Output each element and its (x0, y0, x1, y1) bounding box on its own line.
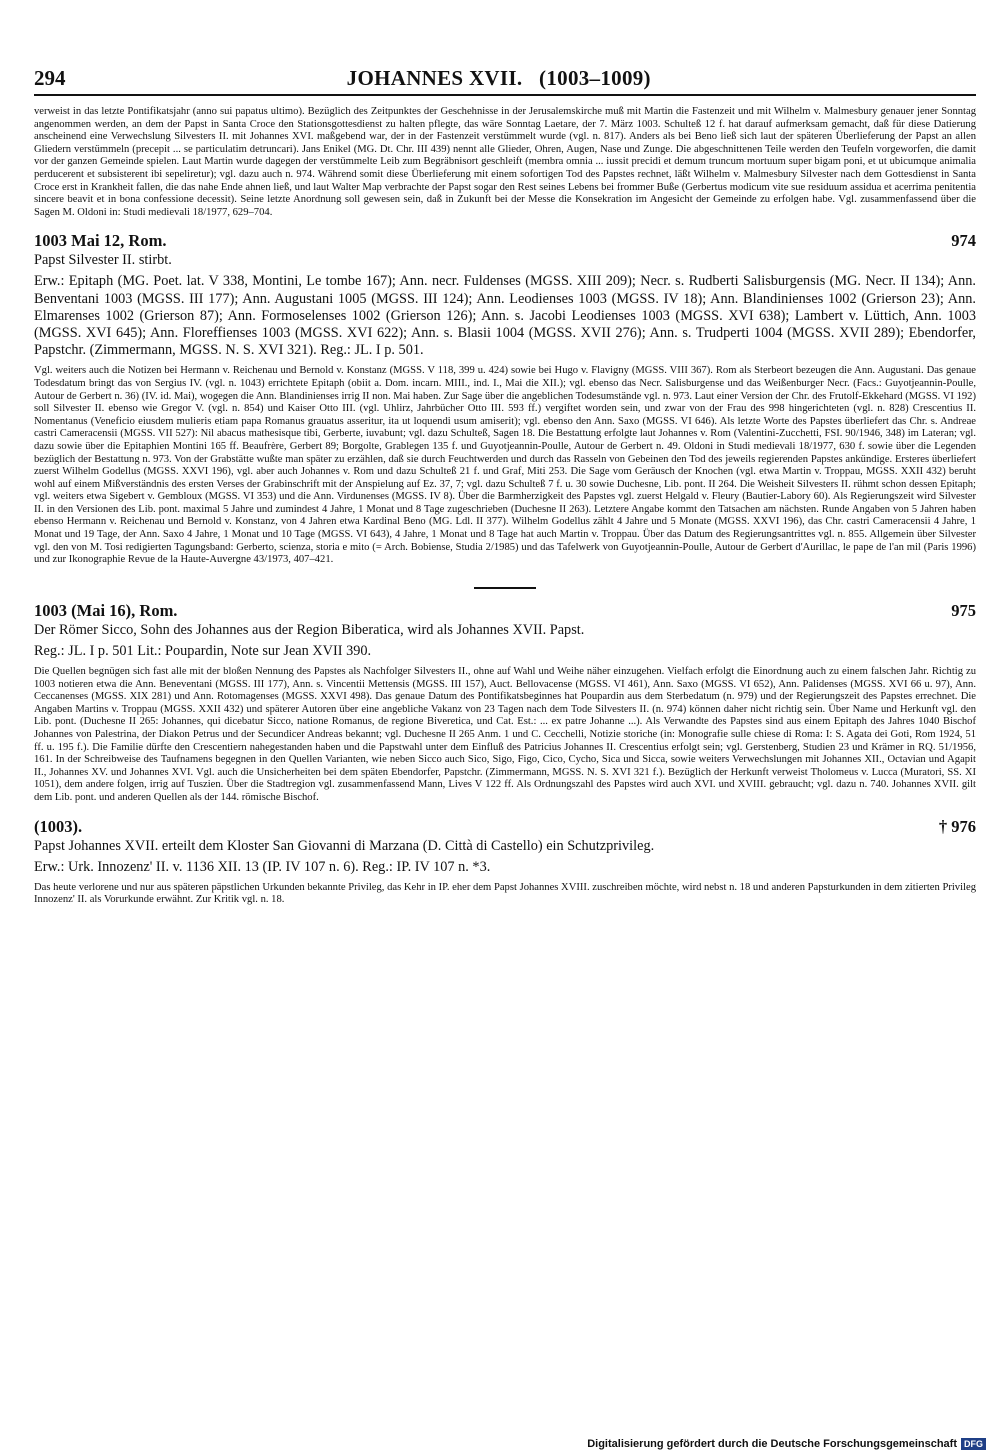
entry-commentary: Die Quellen begnügen sich fast alle mit der bloßen Nennung des Papstes als Nachfolger Silvesters II., ohne auf Wahl und Weihe näher einzugehen. Vielfach erfolgt die Einordnung auch zu einem falschen Jahr. Richtig zu 1003 notieren etwa die Ann. Beneventani (MGSS. III 177), Ann. s. Vincentii Mettensis (MGSS. III 157), Auct. Bellovacense (MGSS. VI 461), Ann. Saxo (MGSS. VI 652), Ann. Palidenses (MGSS. XVI 66 u. 97), Ann. Ceccanenses (MGSS. XIX 281) und Ann. Rotomagenses (MGSS. XXVI 498). Das genaue Datum des Pontifikatsbeginnes hat Poupardin aus dem Sterbedatum (n. 979) und der Regierungszeit des Papstes errechnet. Die Angaben Martins v. Troppau (MGSS. XXII 432) und späterer Autoren über eine angebliche Vakanz von 23 Tagen nach dem Tode Silvesters II. (n. 974) können daher nicht richtig sein. Über Name und Herkunft vgl. den Lib. pont. (Duchesne II 265: Johannes, qui dicebatur Sicco, natione Romanus, de regione Biveretica, und Cat. Est.: ... ex patre Johanne ...). Als Verwandte des Papstes sind aus einem Epitaph des Jahres 1040 Bischof Johannes von Palestrina, der Diakon Petrus und der Secundicer Andreas bekannt; vgl. Duchesne II 265 Anm. 1 und C. Cecchelli, Notizie storiche (in: Monografie sulle chiese di Roma: I: S. Agata dei Goti, Rom 1924, 51 ff. u. 195 f.). Die Familie dürfte den Crescentiern nahegestanden haben und die Papstwahl unter dem Einfluß des Patricius Johannes II. Crescentius erfolgt sein; vgl. Gerstenberg, Studien 23 und Krämer in RQ. 51/1956, 161. In der Schreibweise des Taufnamens begegnen in den Quellen Varianten, wie neben Sicco auch Sico, Sigo, Figo, Cico, Cycho, Sica und Sicca, sowie weiters Verwechslungen mit Johannes XII., Octavian und Agapit II., Johannes XV. und Johannes XVI. Vgl. auch die Unsicherheiten bei dem späten Ebendorfer, Papstchr. (Zimmermann, MGSS. N. S. XVI 321 f.). Bezüglich der Herkunft verweist Tholomeus v. Lucca (Muratori, SS. XI 1051), dem andere folgen, irrig auf Tuszien. Über die Stadtregion vgl. zusammenfassend Mann, Lives V 122 ff. Als Ordnungszahl des Papstes wird auch XVI. und XVIII. gebraucht; vgl. dazu n. 740. Johannes XVII. gilt dem Lib. pont. und anderen Quellen als der 144. römische Bischof. (34, 666, 976, 803)
header-rule (34, 94, 976, 96)
entry-number: † 976 (938, 816, 976, 836)
entry-heading (34, 231, 976, 251)
entry-number: 974 (951, 231, 976, 251)
entry-sources: Erw.: Epitaph (MG. Poet. lat. V 338, Montini, Le tombe 167); Ann. necr. Fuldenses (MGSS. XIII 209); Necr. s. Rudberti Salisburgensis (MG. Necr. II 134); Ann. Benventani 1003 (MGSS. III 177); Ann. Augustani 1005 (MGSS. III 124); Ann. Leodienses 1003 (MGSS. IV 18); Ann. Blandinienses 1002 (Grierson 23); Ann. Elmarenses 1002 (Grierson 87); Ann. Formoselenses 1002 (Grierson 126); Ann. s. Jacobi Leodienses 1003 (MGSS. XVI 638); Lambert v. Lüttich, Ann. 1003 (MGSS. XVI 645); Ann. Floreffienses 1003 (MGSS. XVI 622); Ann. s. Blasii 1004 (MGSS. XVII 276); Ann. s. Trudperti 1004 (MGSS. XVII 289); Ebendorfer, Papstchr. (Zimmermann, MGSS. N. S. XVI 321). Reg.: JL. I p. 501. (34, 273, 976, 359)
dfg-logo: DFG (961, 1438, 986, 1450)
page-title-years: (1003–1009) (539, 66, 651, 90)
entry-description: Papst Silvester II. stirbt. (34, 252, 172, 269)
entry-description: Papst Johannes XVII. erteilt dem Kloster San Giovanni di Marzana (D. Città di Castello) ein Schutzprivileg. (34, 837, 655, 854)
page-header (34, 66, 976, 94)
entry-heading (34, 817, 976, 837)
entry-date-place: 1003 Mai 12, Rom. (34, 231, 167, 251)
intro-paragraph: verweist in das letzte Pontifikatsjahr (anno sui papatus ultimo). Bezüglich des Zeitpunktes der Geschehnisse in der Jerusalemskirche muß mit Martin die Fastenzeit und mit Wilhelm v. Malmesbury genauer jener Sonntag angenommen werden, an dem der Papst in Santa Croce den Stationsgottesdienst zu halten pflegte, das wäre Sonntag Laetare, der 7. März 1003. Schulteß 12 f. hat darauf aufmerksam gemacht, daß für diese Datierung anscheinend eine Verwechslung Silvesters II. mit Johannes XVI. maßgebend war, der in der Fastenzeit verstümmelt wurde (vgl. n. 817). Anders als bei Beno ließ sich laut der späteren Überlieferung der Papst an allen Gliedern verstümmeln (precepit ... se particulatim detruncari). Jans Enikel (MG. Dt. Chr. III 439) nennt alle Glieder, Ohren, Augen, Nase und Zunge. Die abgeschnittenen Teile werden den Teufeln vorgeworfen, die damit vor der ganzen Gemeinde spielen. Laut Martin wurde dagegen der verstümmelte Leib zum Begräbnisort geschleift (membra omnia ... iussit precidi et demum truncum mortuum super bigam poni, et ut ubicumque animalia perducerent et subsisterent ibi sepeliretur); vgl. dazu auch n. 974. Während somit diese Überlieferung mit einem sofortigen Tod des Papstes rechnet, läßt Wilhelm v. Malmesbury Silvester nach dem Gottesdienst in Santa Croce erst in Krankheit fallen, die das nahe Ende ahnen ließ, und laut Walter Map verbrachte der Papst sogar den Rest seines Lebens bei frommer Buße (Gerbertus modicum vite sue residuum assidua et acerrima penitentia sincere beavit et in bona confessione decessit). Seine letzte Anordnung soll gewesen sein, daß in Zukunft bei der Messe die Konsekration im Angesicht der Gemeinde zu erfolgen habe. Vgl. zusammenfassend über die Sagen M. Oldoni in: Studi medievali 18/1977, 629–704. (34, 106, 976, 218)
section-divider (474, 587, 536, 589)
page-title-name: JOHANNES XVII. (346, 66, 523, 90)
entry-number: 975 (951, 600, 976, 620)
entry-date-place: 1003 (Mai 16), Rom. (34, 600, 178, 620)
entry-sources: Reg.: JL. I p. 501 Lit.: Poupardin, Note sur Jean XVII 390. (34, 642, 372, 659)
footer-text: Digitalisierung gefördert durch die Deutsche Forschungsgemeinschaft (587, 1438, 957, 1450)
entry-heading (34, 601, 976, 621)
entry-commentary: Vgl. weiters auch die Notizen bei Hermann v. Reichenau und Bernold v. Konstanz (MGSS. V 118, 399 u. 424) sowie bei Hugo v. Flavigny (MGSS. VIII 367). Rom als Sterbeort bezeugen die Ann. Augustani. Das genaue Todesdatum bringt das von Sergius IV. (vgl. n. 1043) errichtete Epitaph (obiit a. Dom. incarn. MIII., ind. I., Mai die XII.); vgl. ebenso das Necr. Salisburgense und das Weißenburger Necr. (Facs.: Guyotjeannin-Poulle, Autour de Gerbert n. 36) (IV. id. Mai), wogegen die Ann. Blandinienses irrig II non. Mai haben. Zur Sage über die angeblichen Todesumstände vgl. n. 973. Laut einer Version der Chr. des Frutolf-Ekkehard (MGSS. VI 192) soll Silvester II. ebenso wie Gregor V. (vgl. n. 854) und Kaiser Otto III. (vgl. Uhlirz, Jahrbücher Otto III. 593 ff.) vergiftet worden sein, und zwar von der Frau des 998 hingerichteten (vgl. n. 828) Crescentius II. Nomentanus (Veneficio eiusdem mulieris etiam papa Romanus grauatus asseritur, ita ut loquendi usum amiserit); vgl. ebenso den Ann. Saxo (MGSS. VI 646). Als letzte Worte des Papstes überliefert das Chr. s. Andreae castri Cameracensii (MGSS. VII 527): Nil abacus mathesisque tibi, Gerberte, iuvabunt; vgl. dazu Schulteß, Sagen 18. Die Bestattung erfolgte laut Johannes v. Rom (Valentini-Zucchetti, FSI. 90/1946, 348) im Lateran; vgl. dazu sowie über die Epitaphien Montini 165 ff. Beaufrère, Gerbert 89; Borgolte, Grablegen 135 f. und Guyotjeannin-Poulle, Autour de Gerbert n. 49. Oldoni in Studi medievali 18/1977, 630 f. sowie über die Legenden bezüglich der Bestattung n. 973. Von der Grabstätte wußte man später zu erzählen, daß sie durch Feuchtwerden und durch das Rasseln von Gebeinen den Tod des jeweils regierenden Papstes ankündige. Ersteres überliefert zuerst Wilhelm Godellus (MGSS. XXVI 196), vgl. aber auch Johannes v. Rom und dazu Schulteß 21 f. und Graf, Miti 253. Die Sage vom Geräusch der Knochen (vgl. etwa Martin v. Troppau, MGSS. XXII 432) beruht wohl auf einem Mißverständnis des ersten Verses der Grabinschrift mit der Anspielung auf Ez. 37, 7; vgl. dazu Schulteß 7 f. u. 30 sowie Duchesne, Lib. pont. II 264. Die Weisheit Silvesters II. rühmt schon dessen Epitaph; vgl. weiters etwa Sigebert v. Gembloux (MGSS. VI 353) und die Ann. Virdunenses (MGSS. IV 8). Über die Barmherzigkeit des Papstes vgl. zuerst Helgald v. Fleury (Bautier-Labory 60). Als Regierungszeit wird Silvester II. in den Versionen des Lib. pont. maximal 5 Jahre und zumindest 4 Jahre, 1 Monat und 8 Tage zugeschrieben (Duchesne II 263). Letztere Angabe kommt den Tatsachen am nächsten. Runde Angaben von 5 Jahren haben ebenso Hermann v. Reichenau und Bernold v. Konstanz, von 4 Jahren etwa Kardinal Beno (MG. Ldl. II 377). Wilhelm Godellus zählt 4 Jahre und 5 Monate (MGSS. XXVI 196), das Chr. castri Cameracensii 4 Jahre, 1 Monat und 19 Tage, der Ann. Saxo 4 Jahre, 1 Monat und 10 Tage (MGSS. VI 643), 4 Jahre, 1 Monat und 8 Tage hat auch Martin v. Troppau. Über das Datum des Regierungsantrittes vgl. n. 855. Allgemein über Silvester vgl. den von M. Tosi redigierten Tagungsband: Gerberto, scienza, storia e mito (= Arch. Bobiense, Studia 2/1985) und das Tafelwerk von Guyotjeannin-Poulle, Autour de Gerbert d'Aurillac, le pape de l'an mil (Paris 1996) und zur Ikonographie Revue de la Haute-Auvergne 43/1973, 407–421. (34, 365, 976, 566)
page (34, 66, 976, 907)
digitization-footer (587, 1438, 986, 1450)
entry-sources: Erw.: Urk. Innozenz' II. v. 1136 XII. 13 (IP. IV 107 n. 6). Reg.: IP. IV 107 n. *3. (34, 858, 491, 875)
entry-commentary: Das heute verlorene und nur aus späteren päpstlichen Urkunden bekannte Privileg, das Kehr in IP. eher dem Papst Johannes XVIII. zuschreiben möchte, wird nebst n. 18 und anderen Papsturkunden in dem zitierten Privileg Innozenz' II. als Vorurkunde erwähnt. Zur Kritik vgl. n. 18. (34, 881, 976, 906)
entry-date-place: (1003). (34, 816, 83, 836)
page-title (66, 66, 973, 91)
entry-description: Der Römer Sicco, Sohn des Johannes aus der Region Biberatica, wird als Johannes XVII. Papst. (34, 621, 585, 638)
page-number: 294 (34, 66, 66, 90)
